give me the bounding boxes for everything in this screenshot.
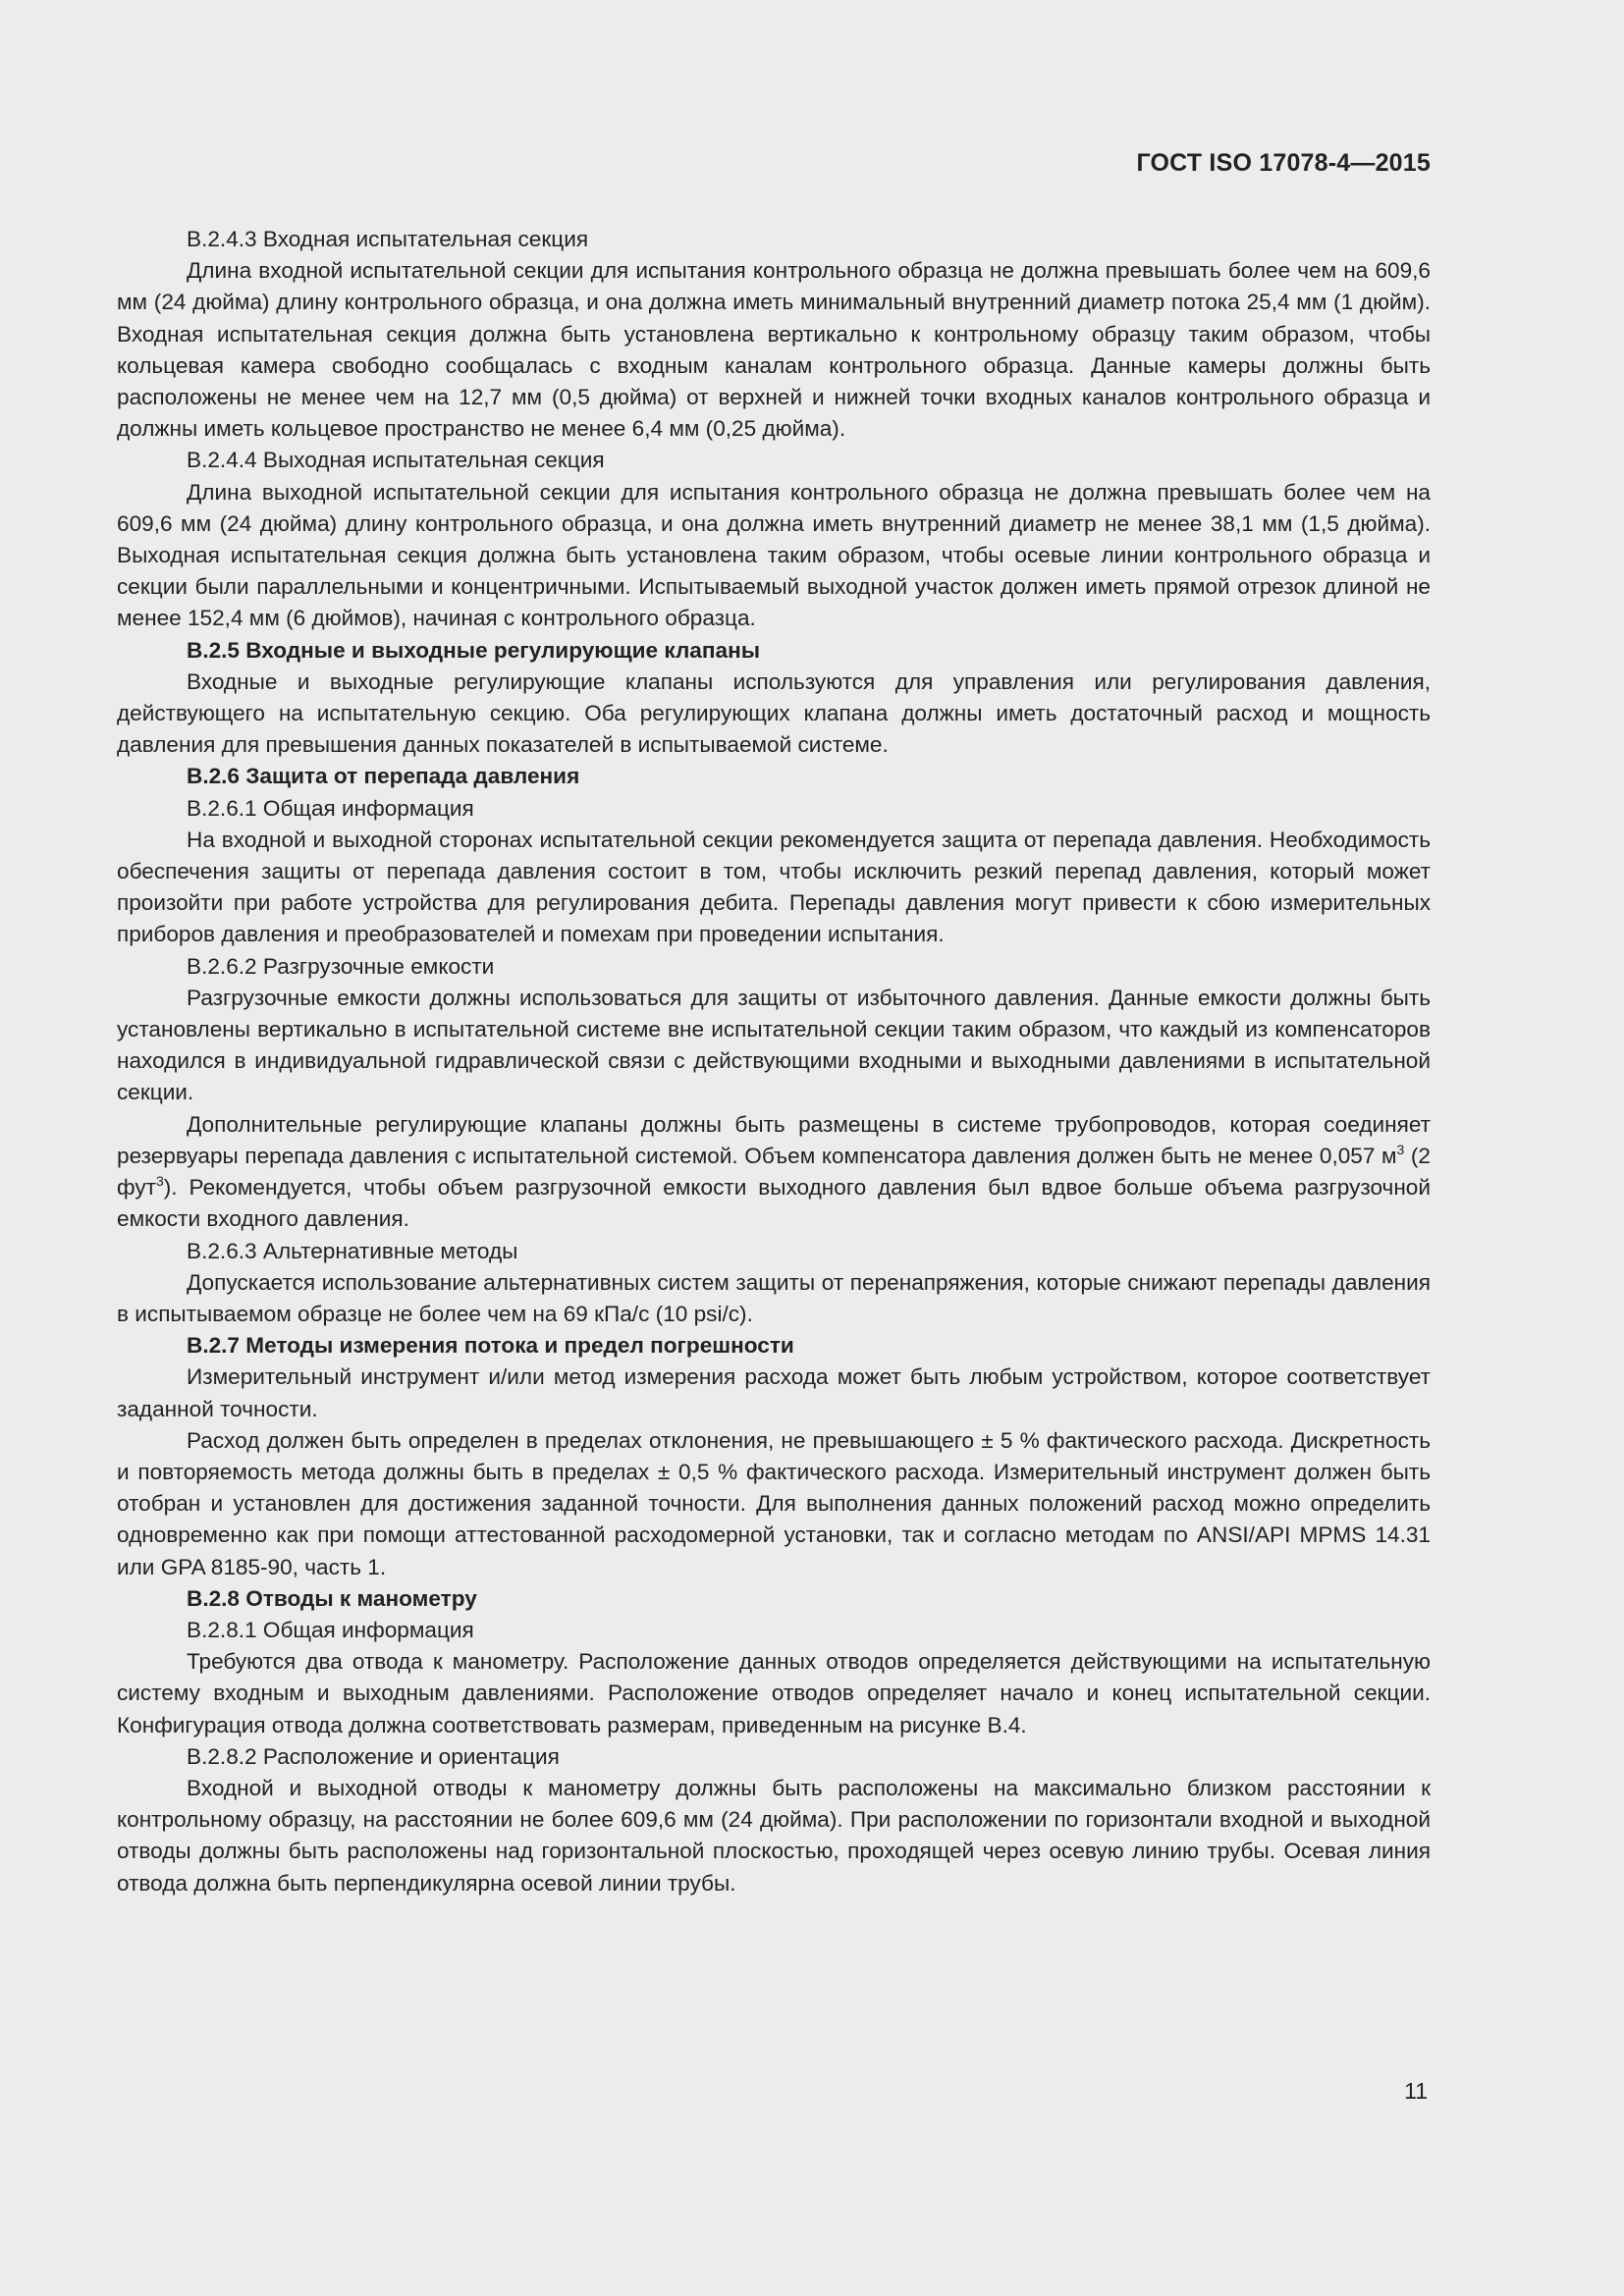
superscript: 3 (155, 1173, 164, 1190)
text-fragment: ). Рекомендуется, чтобы объем разгрузочной емкости выходного давления был вдвое больше объема разгрузочной емкости входного давления. (117, 1175, 1431, 1232)
section-heading: B.2.8 Отводы к манометру (187, 1585, 477, 1611)
paragraph: Требуются два отвода к манометру. Расположение данных отводов определяется действующими на испытательную систему входным и выходным давлениями. Расположение отводов определяет начало и конец испытательной секции. Конфигурация отвода должна соответствовать размерам, приведенным на рисунке B.4. (117, 1649, 1431, 1737)
section-heading: B.2.6 Защита от перепада давления (187, 764, 580, 789)
subsection-title: B.2.4.3 Входная испытательная секция (187, 227, 589, 251)
paragraph-with-superscript (117, 1109, 1431, 1236)
page-number: 11 (1404, 2078, 1428, 2104)
paragraph: На входной и выходной сторонах испытательной секции рекомендуется защита от перепада давления. Необходимость обеспечения защиты от перепада давления состоит в том, чтобы исключить резкий перепад давления, который может произойти при работе устройства для регулирования дебита. Перепады давления могут привести к сбою измерительных приборов давления и преобразователей и помехам при проведении испытания. (117, 827, 1431, 947)
subsection-title: B.2.6.2 Разгрузочные емкости (187, 953, 495, 979)
paragraph: Измерительный инструмент и/или метод измерения расхода может быть любым устройством, которое соответствует заданной точности. (117, 1364, 1431, 1421)
subsection-title: B.2.4.4 Выходная испытательная секция (187, 448, 605, 473)
paragraph: Длина входной испытательной секции для испытания контрольного образца не должна превышать более чем на 609,6 мм (24 дюйма) длину контрольного образца, и она должна иметь минимальный внутренний диаметр потока 25,4 мм (1 дюйм). Входная испытательная секция должна быть установлена вертикально к контрольному образцу таким образом, чтобы кольцевая камера свободно сообщалась с входным каналам контрольного образца. Данные камеры должны быть расположены не менее чем на 12,7 мм (0,5 дюйма) от верхней и нижней точки входных каналов контрольного образца и должны иметь кольцевое пространство не менее 6,4 мм (0,25 дюйма). (117, 258, 1431, 442)
paragraph: Длина выходной испытательной секции для испытания контрольного образца не должна превышать более чем на 609,6 мм (24 дюйма) длину контрольного образца, и она должна иметь внутренний диаметр не менее 38,1 мм (1,5 дюйма). Выходная испытательная секция должна быть установлена таким образом, чтобы осевые линии контрольного образца и секции были параллельными и концентричными. Испытываемый выходной участок должен иметь прямой отрезок длиной не менее 152,4 мм (6 дюймов), начиная с контрольного образца. (117, 479, 1431, 631)
document-body (117, 224, 1431, 1899)
subsection-title: B.2.8.1 Общая информация (187, 1617, 474, 1642)
subsection-title: B.2.6.3 Альтернативные методы (187, 1238, 518, 1263)
text-fragment: (2 фут (117, 1143, 1431, 1201)
section-heading: B.2.7 Методы измерения потока и предел погрешности (187, 1333, 794, 1359)
section-heading: B.2.5 Входные и выходные регулирующие клапаны (187, 637, 761, 663)
subsection-title: B.2.8.2 Расположение и ориентация (187, 1743, 560, 1769)
subsection-title: B.2.6.1 Общая информация (187, 795, 474, 821)
paragraph: Разгрузочные емкости должны использоваться для защиты от избыточного давления. Данные емкости должны быть установлены вертикально в испытательной системе вне испытательной секции таким образом, что каждый из компенсаторов находился в индивидуальной гидравлической связи с действующими входными и выходными давлениями в испытательной секции. (117, 985, 1431, 1105)
paragraph: Расход должен быть определен в пределах отклонения, не превышающего ± 5 % фактического расхода. Дискретность и повторяемость метода должны быть в пределах ± 0,5 % фактического расхода. Измерительный инструмент должен быть отобран и установлен для достижения заданной точности. Для выполнения данных положений расход можно определить одновременно как при помощи аттестованной расходомерной установки, так и согласно методам по ANSI/API MPMS 14.31 или GPA 8185-90, часть 1. (117, 1427, 1431, 1579)
paragraph: Допускается использование альтернативных систем защиты от перенапряжения, которые снижают перепады давления в испытываемом образце не более чем на 69 кПа/с (10 psi/c). (117, 1269, 1431, 1326)
document-header: ГОСТ ISO 17078-4—2015 (1136, 149, 1431, 177)
paragraph: Входной и выходной отводы к манометру должны быть расположены на максимально близком расстоянии к контрольному образцу, на расстоянии не более 609,6 мм (24 дюйма). При расположении по горизонтали входной и выходной отводы должны быть расположены над горизонтальной плоскостью, проходящей через осевую линию трубы. Осевая линия отвода должна быть перпендикулярна осевой линии трубы. (117, 1775, 1431, 1896)
superscript: 3 (1396, 1141, 1405, 1157)
text-fragment: Дополнительные регулирующие клапаны должны быть размещены в системе трубопроводов, которая соединяет резервуары перепада давления с испытательной системой. Объем компенсатора давления должен быть не менее 0,057 м (117, 1111, 1431, 1168)
paragraph: Входные и выходные регулирующие клапаны используются для управления или регулирования давления, действующего на испытательную секцию. Оба регулирующих клапана должны иметь достаточный расход и мощность давления для превышения данных показателей в испытываемой системе. (117, 668, 1431, 758)
